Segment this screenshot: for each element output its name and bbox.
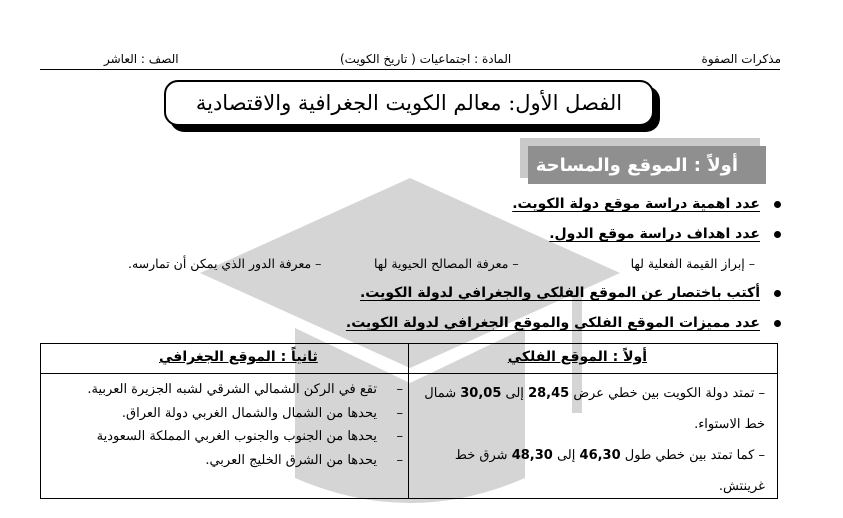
list-item: –يحدها من الشرق الخليج العربي.: [205, 452, 403, 468]
bullet-item: عدد اهمية دراسة موقع دولة الكويت.: [512, 196, 781, 212]
bullet-item: أكتب باختصار عن الموقع الفلكي والجغرافي لدولة الكويت.: [360, 285, 781, 301]
bullet-item: عدد اهداف دراسة موقع الدول.: [549, 226, 781, 242]
bullet-dot-icon: [774, 201, 781, 208]
goal-item: – معرفة الدور الذي يمكن أن تمارسه.: [128, 256, 322, 271]
astronomical-latitude: – تمتد دولة الكويت بين خطي عرض 28,45 إلى 30,05 شمال خط الاستواء.: [424, 386, 765, 432]
location-table: [40, 343, 778, 499]
chapter-title-box: [164, 80, 654, 126]
astronomical-cell: [415, 378, 765, 502]
goal-item: – إبراز القيمة الفعلية لها: [630, 256, 755, 271]
header-site: مذكرات الصفوة: [701, 52, 781, 66]
goal-item: – معرفة المصالح الحيوية لها: [374, 256, 519, 271]
list-item: –يحدها من الجنوب والجنوب الغربي المملكة السعودية: [96, 429, 403, 444]
bullet-dot-icon: [774, 290, 781, 297]
section-label: [528, 146, 766, 184]
table-divider: [41, 373, 777, 374]
bullet-dot-icon: [774, 320, 781, 327]
header-grade: الصف : العاشر: [104, 52, 179, 66]
table-header-astronomical: أولاً : الموقع الفلكي: [507, 349, 647, 365]
list-item: –تقع في الركن الشمالي الشرقي لشبه الجزيرة العربية.: [87, 382, 403, 397]
bullet-item: عدد مميزات الموقع الفلكي والموقع الجغرافي لدولة الكويت.: [346, 315, 781, 331]
bullet-dot-icon: [774, 231, 781, 238]
section-label-text: أولاً : الموقع والمساحة: [535, 154, 738, 176]
astronomical-longitude: – كما تمتد بين خطي طول 46,30 إلى 48,30 شرق خط غرينتش.: [454, 448, 765, 494]
list-item: –يحدها من الشمال والشمال الغربي دولة العراق.: [121, 405, 403, 421]
table-divider: [408, 344, 409, 498]
header-subject: المادة : اجتماعيات ( تاريخ الكويت): [340, 52, 512, 66]
table-header-geographic: ثانياً : الموقع الجغرافي: [159, 349, 318, 365]
header-divider: [40, 69, 780, 70]
geographic-cell: [87, 378, 403, 472]
chapter-title: الفصل الأول: معالم الكويت الجغرافية والاقتصادية: [195, 91, 623, 115]
